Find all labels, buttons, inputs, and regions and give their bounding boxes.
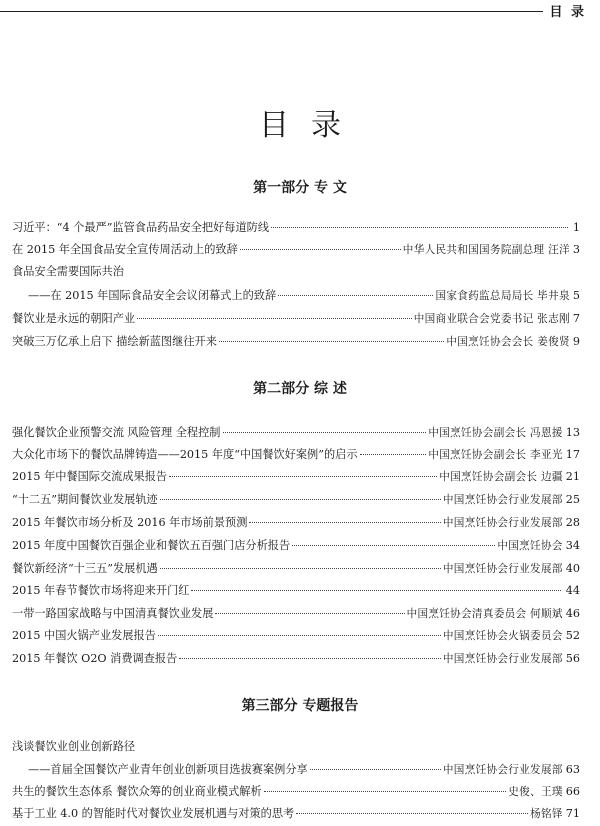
toc-entry[interactable] xyxy=(28,287,580,305)
entry-author: 中国商业联合会党委书记 张志刚 xyxy=(413,313,570,325)
entry-title: 2015 中国火锅产业发展报告 xyxy=(12,629,156,642)
entry-title: 2015 年春节餐饮市场将迎来开门红 xyxy=(12,584,190,597)
toc-entry[interactable] xyxy=(12,446,580,464)
entry-page: 52 xyxy=(565,629,580,642)
toc-entry[interactable] xyxy=(12,468,580,486)
entry-title: 强化餐饮企业预警交流 风险管理 全程控制 xyxy=(12,426,221,439)
entry-page: 13 xyxy=(565,426,580,439)
entry-page: 7 xyxy=(572,312,580,325)
entry-page: 46 xyxy=(565,607,580,620)
toc-entry[interactable] xyxy=(12,582,580,600)
entry-page: 28 xyxy=(565,516,580,529)
toc-entry[interactable] xyxy=(28,761,580,779)
dot-leader xyxy=(191,590,560,591)
entry-title: 突破三万亿承上启下 描绘新蓝图继往开来 xyxy=(12,335,217,348)
toc-entry[interactable] xyxy=(12,805,580,823)
header-label: 目 录 xyxy=(543,1,586,20)
entry-author: 中国烹饪协会副会长 李亚光 xyxy=(428,449,563,461)
part-heading-1: 第一部分 专 文 xyxy=(253,180,347,196)
toc-entry[interactable] xyxy=(12,627,580,645)
dot-leader xyxy=(160,499,441,500)
toc-entry[interactable] xyxy=(12,514,580,532)
dot-leader xyxy=(278,295,433,296)
entry-page: 9 xyxy=(572,335,580,348)
dot-leader xyxy=(310,769,441,770)
toc-entry-title-line: 食品安全需要国际共治 xyxy=(12,265,124,278)
entry-title: 餐饮业是永远的朝阳产业 xyxy=(12,312,136,325)
entry-title: ——首届全国餐饮产业青年创业创新项目选拔赛案例分享 xyxy=(28,763,308,776)
entry-title: 2015 年餐饮市场分析及 2016 年市场前景预测 xyxy=(12,516,248,529)
entry-title: 2015 年中餐国际交流成果报告 xyxy=(12,470,168,483)
entry-author: 史俊、王璞 xyxy=(508,786,563,798)
entry-page: 17 xyxy=(565,448,580,461)
entry-title: 一带一路国家战略与中国清真餐饮业发展 xyxy=(12,607,214,620)
toc-entry[interactable] xyxy=(12,537,580,555)
entry-title: 餐饮新经济“十三五”发展机遇 xyxy=(12,562,158,575)
entry-author: 杨铭铎 xyxy=(530,808,563,820)
entry-page: 21 xyxy=(565,470,580,483)
toc-entry[interactable] xyxy=(12,783,580,801)
dot-leader xyxy=(158,635,441,636)
entry-author: 中国烹饪协会清真委员会 何顺斌 xyxy=(406,608,563,620)
part-heading-3: 第三部分 专题报告 xyxy=(241,698,359,714)
entry-author: 中国烹饪协会行业发展部 xyxy=(442,764,563,776)
entry-author: 中国烹饪协会行业发展部 xyxy=(442,517,563,529)
dot-leader xyxy=(169,476,437,477)
entry-title: 共生的餐饮生态体系 餐饮众筹的创业商业模式解析 xyxy=(12,785,262,798)
entry-page: 34 xyxy=(565,539,580,552)
dot-leader xyxy=(296,813,528,814)
entry-author: 中国烹饪协会行业发展部 xyxy=(442,563,563,575)
dot-leader xyxy=(292,545,495,546)
entry-page: 3 xyxy=(572,243,580,256)
entry-author: 中国烹饪协会 xyxy=(497,540,563,552)
entry-title: 2015 年度中国餐饮百强企业和餐饮五百强门店分析报告 xyxy=(12,539,291,552)
entry-title: 大众化市场下的餐饮品牌铸造——2015 年度“中国餐饮好案例”的启示 xyxy=(12,448,358,461)
dot-leader xyxy=(264,791,507,792)
page-title: 目录 xyxy=(259,108,363,143)
toc-entry[interactable] xyxy=(12,310,580,328)
running-header xyxy=(0,0,600,20)
dot-leader xyxy=(360,454,427,455)
dot-leader xyxy=(219,341,444,342)
entry-author: 中国烹饪协会副会长 边疆 xyxy=(439,471,563,483)
dot-leader xyxy=(215,613,404,614)
entry-page: 63 xyxy=(565,763,580,776)
entry-page: 71 xyxy=(565,807,580,820)
toc-entry-title-line: 浅谈餐饮业创业创新路径 xyxy=(12,740,136,753)
entry-author: 中国烹饪协会行业发展部 xyxy=(442,653,563,665)
entry-author: 中国烹饪协会火锅委员会 xyxy=(442,630,563,642)
dot-leader xyxy=(249,522,440,523)
entry-title: 基于工业 4.0 的智能时代对餐饮业发展机遇与对策的思考 xyxy=(12,807,295,820)
toc-entry[interactable] xyxy=(12,650,580,668)
entry-page: 44 xyxy=(565,584,580,597)
entry-author: 中国烹饪协会会长 姜俊贤 xyxy=(446,336,570,348)
entry-title: ——在 2015 年国际食品安全会议闭幕式上的致辞 xyxy=(28,289,277,302)
dot-leader xyxy=(223,432,427,433)
entry-author: 中国烹饪协会副会长 冯恩援 xyxy=(428,427,563,439)
dot-leader xyxy=(240,249,401,250)
toc-entry[interactable] xyxy=(12,605,580,623)
toc-entry[interactable] xyxy=(12,219,580,237)
entry-title: “十二五”期间餐饮业发展轨迹 xyxy=(12,493,158,506)
dot-leader xyxy=(179,658,441,659)
entry-page: 25 xyxy=(565,493,580,506)
entry-page: 1 xyxy=(572,221,580,234)
entry-title: 习近平：“4 个最严”监管食品药品安全把好每道防线 xyxy=(12,221,270,234)
toc-entry[interactable] xyxy=(12,560,580,578)
toc-entry[interactable] xyxy=(12,241,580,259)
entry-title: 2015 年餐饮 O2O 消费调查报告 xyxy=(12,652,178,665)
entry-author: 中华人民共和国国务院副总理 汪洋 xyxy=(402,244,570,256)
toc-entry[interactable] xyxy=(12,491,580,509)
entry-page: 5 xyxy=(572,289,580,302)
toc-entry[interactable] xyxy=(12,333,580,351)
dot-leader xyxy=(271,227,568,228)
entry-author: 国家食药监总局局长 毕井泉 xyxy=(435,290,570,302)
entry-page: 56 xyxy=(565,652,580,665)
header-rule xyxy=(0,11,548,12)
entry-page: 40 xyxy=(565,562,580,575)
dot-leader xyxy=(137,318,412,319)
toc-entry[interactable] xyxy=(12,424,580,442)
part-heading-2: 第二部分 综 述 xyxy=(253,381,347,397)
dot-leader xyxy=(160,568,441,569)
entry-author: 中国烹饪协会行业发展部 xyxy=(442,494,563,506)
entry-title: 在 2015 年全国食品安全宣传周活动上的致辞 xyxy=(12,243,238,256)
entry-page: 66 xyxy=(565,785,580,798)
